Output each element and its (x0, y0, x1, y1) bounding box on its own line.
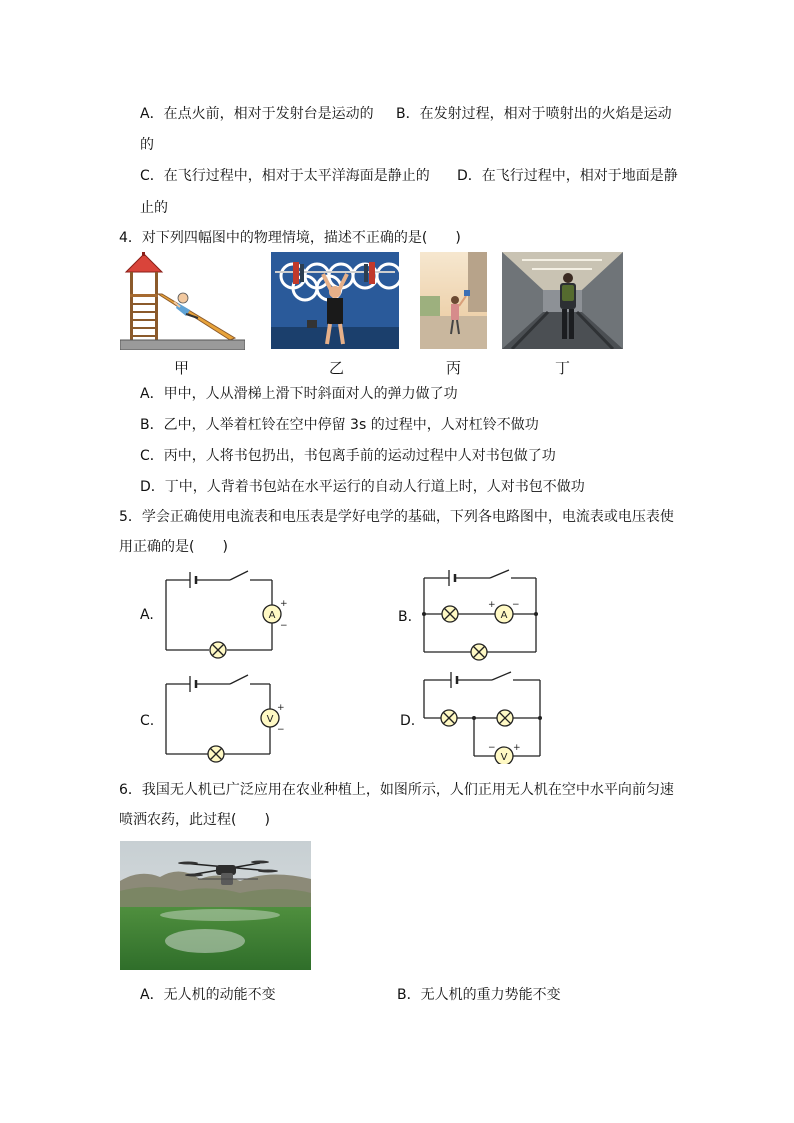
voltmeter-symbol: V (500, 752, 508, 763)
q6-stem: 6．我国无人机已广泛应用在农业种植上，如图所示，人们正用无人机在空中水平向前匀速 (119, 782, 674, 798)
circuit-d-diagram (418, 670, 546, 764)
caption-bing: 丙 (446, 359, 462, 377)
q4-option-c: C．丙中，人将书包扔出，书包离手前的运动过程中人对书包做了功 (140, 448, 556, 464)
minus-terminal: − (280, 621, 288, 631)
q3-option-c: C．在飞行过程中，相对于太平洋海面是静止的 (140, 168, 430, 184)
q4-option-d: D．丁中，人背着书包站在水平运行的自动人行道上时，人对书包不做功 (140, 479, 585, 495)
throwing-bag-photo (420, 252, 487, 349)
q4-stem: 4．对下列四幅图中的物理情境，描述不正确的是( ) (119, 230, 461, 246)
drone-spraying-photo (120, 841, 311, 970)
weightlifter-photo (271, 252, 399, 349)
q5-stem-cont: 用正确的是( ) (119, 539, 228, 555)
q3-option-b: B．在发射过程，相对于喷射出的火焰是运动 (396, 106, 672, 122)
circuit-c-label: C. (140, 713, 155, 729)
circuit-a-label: A. (140, 607, 154, 623)
minus-terminal: − (512, 600, 520, 610)
minus-terminal: − (488, 743, 496, 753)
q3-option-d: D．在飞行过程中，相对于地面是静 (457, 168, 678, 184)
q6-stem-cont: 喷洒农药，此过程( ) (119, 812, 270, 828)
q4-option-b: B．乙中，人举着杠铃在空中停留 3s 的过程中，人对杠铃不做功 (140, 417, 539, 433)
slide-picture (120, 252, 245, 350)
q3-option-b-cont: 的 (140, 137, 154, 153)
circuit-b-label: B. (398, 609, 413, 625)
q6-option-a: A．无人机的动能不变 (140, 987, 276, 1003)
caption-ding: 丁 (555, 359, 571, 377)
circuit-b-diagram (424, 570, 536, 660)
plus-terminal: + (280, 599, 288, 609)
q4-option-a: A．甲中，人从滑梯上滑下时斜面对人的弹力做了功 (140, 386, 458, 402)
ammeter-symbol: A (268, 610, 276, 621)
moving-walkway-photo (502, 252, 623, 349)
caption-jia: 甲 (174, 359, 190, 377)
minus-terminal: − (277, 725, 285, 735)
q5-stem: 5．学会正确使用电流表和电压表是学好电学的基础，下列各电路图中，电流表或电压表使 (119, 509, 674, 525)
circuit-c-diagram (160, 674, 290, 766)
q6-option-b: B．无人机的重力势能不变 (397, 987, 561, 1003)
q3-option-a: A．在点火前，相对于发射台是运动的 (140, 106, 374, 122)
plus-terminal: + (488, 600, 496, 610)
plus-terminal: + (513, 743, 521, 753)
circuit-d-label: D. (400, 713, 416, 729)
voltmeter-symbol: V (266, 714, 274, 725)
q3-option-d-cont: 止的 (140, 200, 168, 216)
caption-yi: 乙 (329, 359, 345, 377)
plus-terminal: + (277, 703, 285, 713)
ammeter-symbol: A (500, 610, 508, 621)
circuit-a-diagram (160, 568, 290, 660)
